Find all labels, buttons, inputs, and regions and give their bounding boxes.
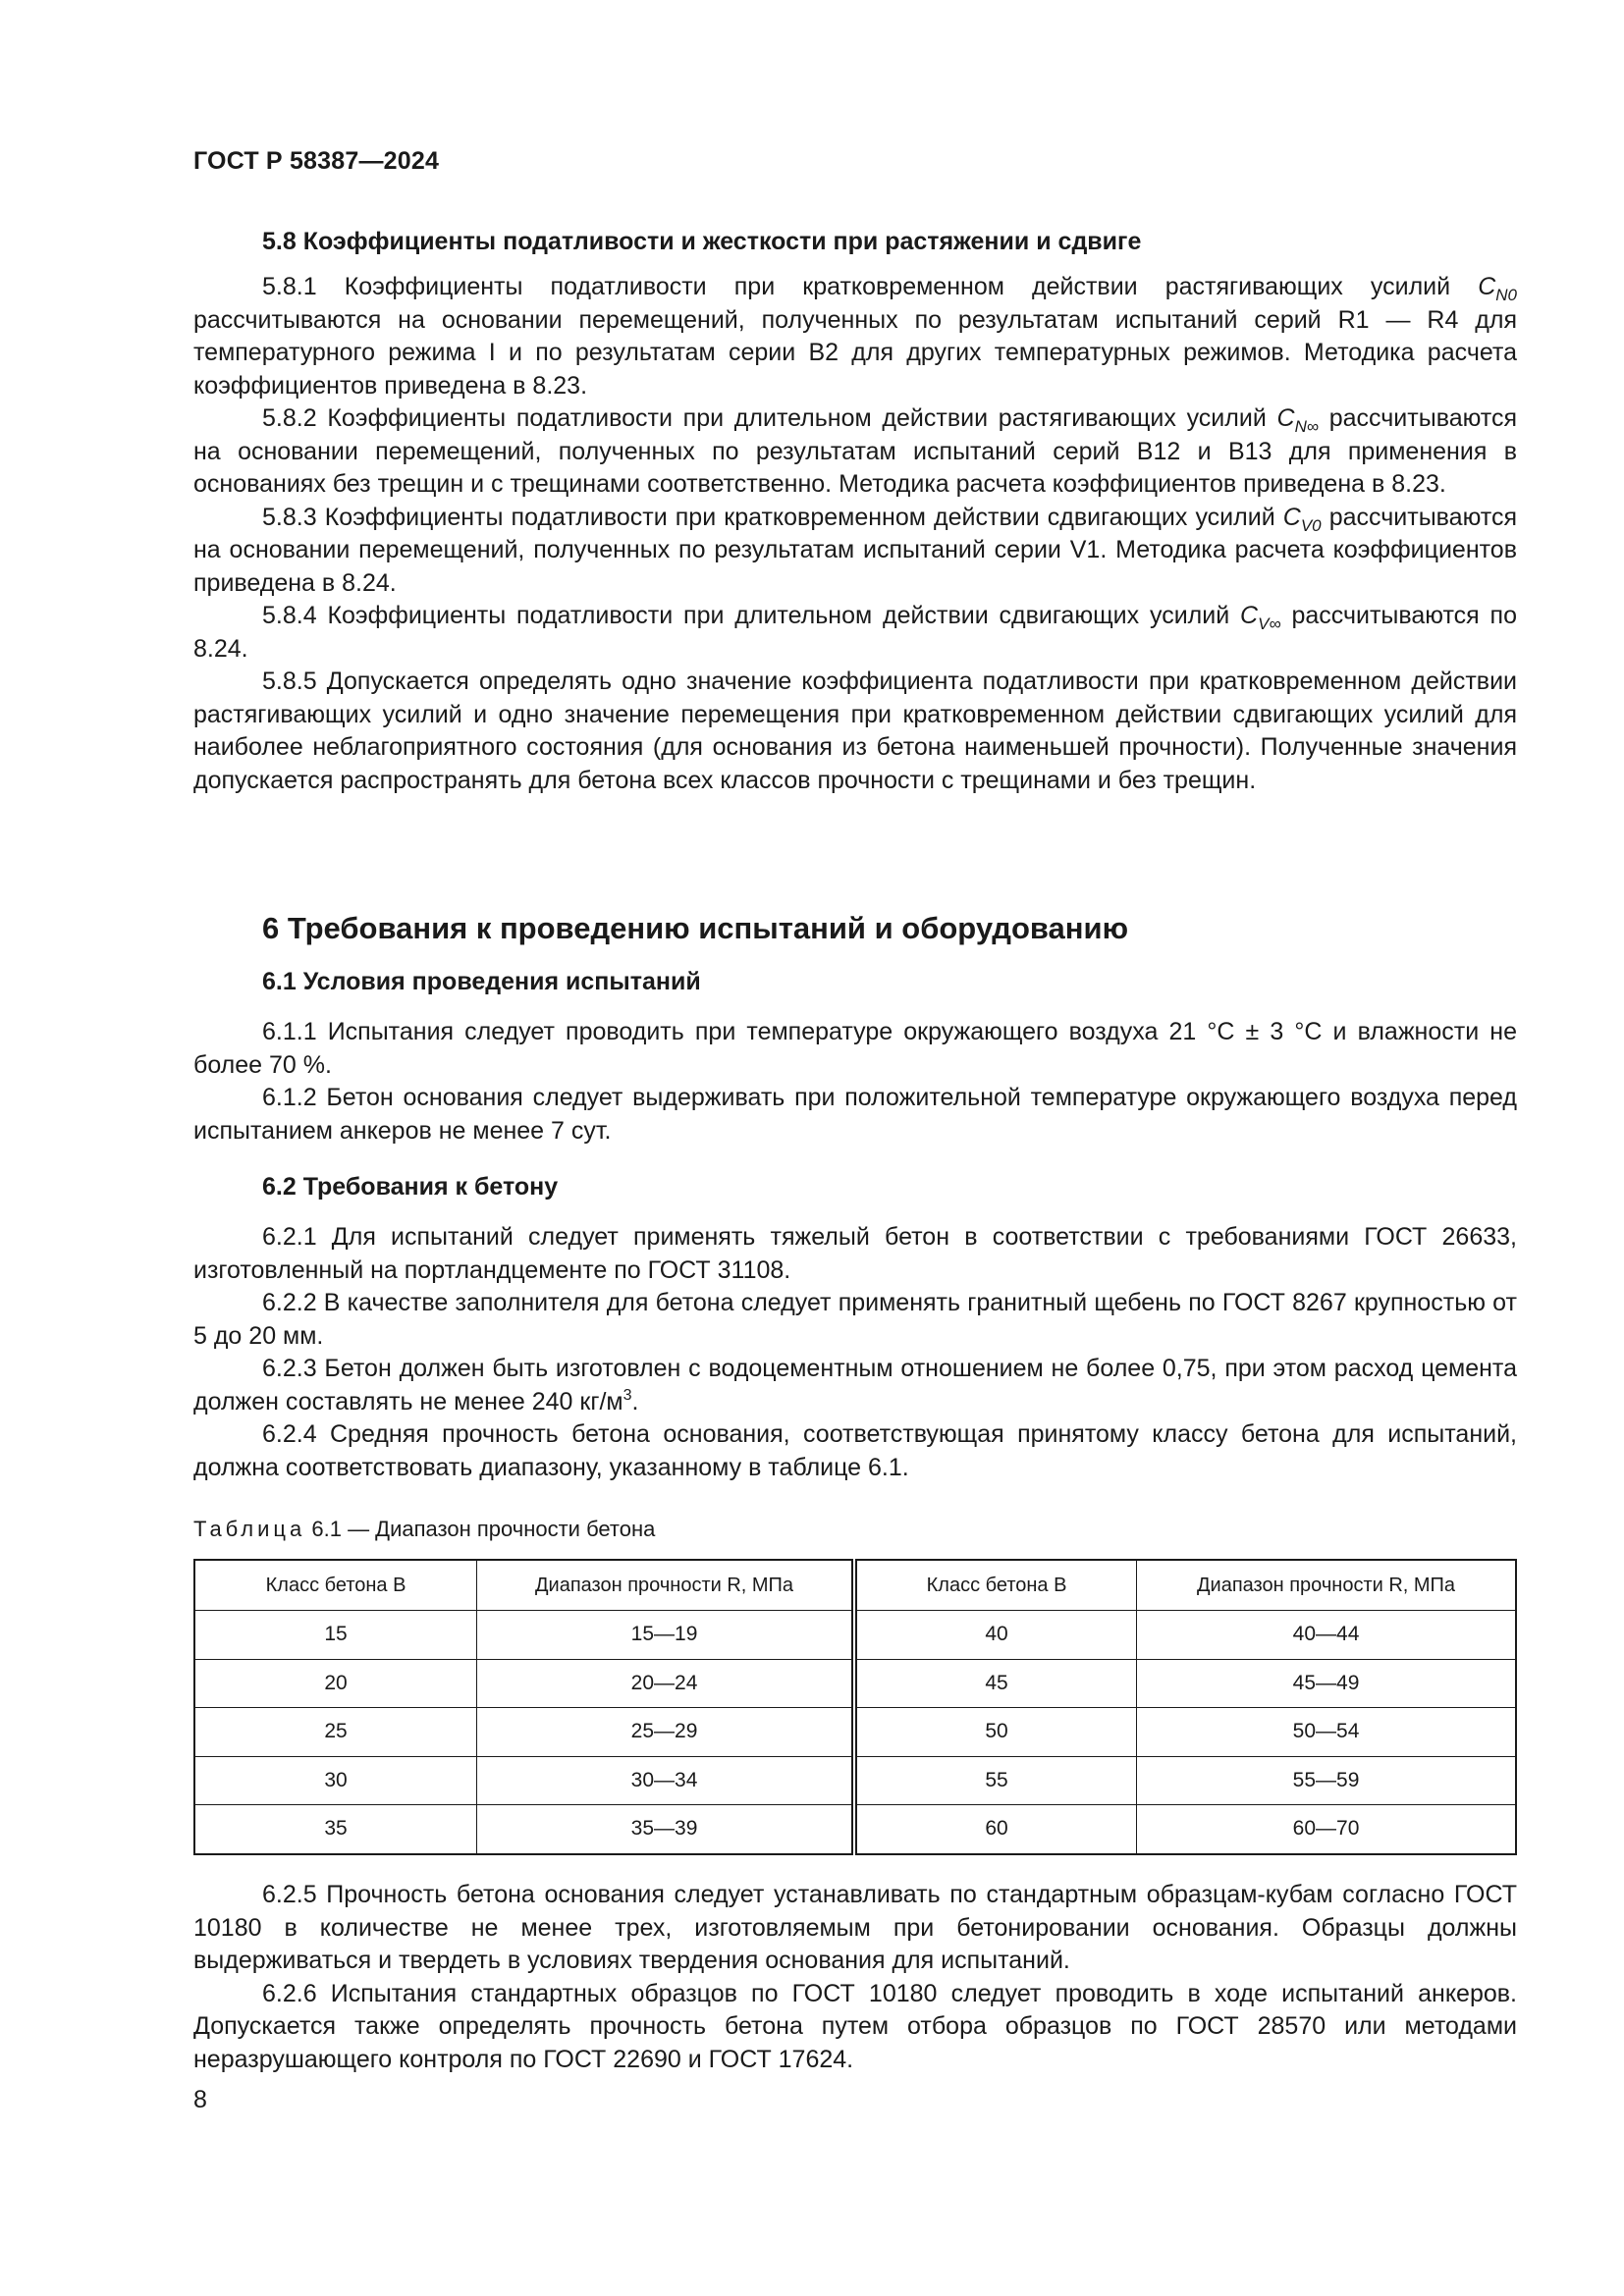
paragraph-6-2-2: 6.2.2 В качестве заполнителя для бетона следует применять гранитный щебень по ГОСТ 8267 крупностью от 5 до 20 мм. xyxy=(193,1289,1517,1350)
table-cell: 15—19 xyxy=(477,1611,854,1660)
section-6 xyxy=(193,911,1517,1484)
symbol-subscript: V∞ xyxy=(1258,614,1281,633)
table-cell: 50 xyxy=(854,1708,1137,1757)
table-cell: 20—24 xyxy=(477,1659,854,1708)
superscript: 3 xyxy=(623,1386,632,1404)
table-6-1 xyxy=(193,1559,1517,1855)
paragraph-5-8-5: 5.8.5 Допускается определять одно значение коэффициента податливости при кратковременном действии растягивающих усилий и одно значение перемещения при кратковременном действии сдвигающих усилий для наиболее неблагоприятного состояния (для основания из бетона наименьшей прочности). Полученные значения допускается распространять для бетона всех классов прочности с трещинами и без трещин. xyxy=(193,667,1517,794)
paragraph-text: 6.2.3 Бетон должен быть изготовлен с водоцементным отношением не более 0,75, при этом расход цемента должен составлять не менее 240 кг/м xyxy=(193,1355,1517,1415)
document-header: ГОСТ Р 58387—2024 xyxy=(193,147,440,175)
table-row xyxy=(194,1756,1516,1805)
paragraph-6-2-5: 6.2.5 Прочность бетона основания следует устанавливать по стандартным образцам-кубам согласно ГОСТ 10180 в количестве не менее трех, изготовляемым при бетонировании основания. Образцы должны выдерживаться и твердеть в условиях твердения основания для испытаний. xyxy=(193,1881,1517,1974)
table-cell: 25—29 xyxy=(477,1708,854,1757)
paragraph-text: 5.8.3 Коэффициенты податливости при кратковременном действии сдвигающих усилий xyxy=(262,503,1283,531)
section-title-6-2: 6.2 Требования к бетону xyxy=(262,1173,559,1201)
symbol-subscript: V0 xyxy=(1300,515,1322,535)
paragraph-6-2-1: 6.2.1 Для испытаний следует применять тяжелый бетон в соответствии с требованиями ГОСТ 26633, изготовленный на портландцементе по ГОСТ 31108. xyxy=(193,1223,1517,1284)
section-title-6: 6 Требования к проведению испытаний и оборудованию xyxy=(262,911,1129,945)
symbol-c: C xyxy=(1276,404,1295,432)
table-cell: 20 xyxy=(194,1659,477,1708)
paragraph-5-8-4 xyxy=(193,600,1517,666)
table-cell: 45—49 xyxy=(1137,1659,1516,1708)
table-cell: 45 xyxy=(854,1659,1137,1708)
symbol-c: C xyxy=(1282,503,1301,531)
section-title-6-1: 6.1 Условия проведения испытаний xyxy=(262,968,701,995)
table-header-cell: Диапазон прочности R, МПа xyxy=(1137,1560,1516,1611)
caption-text: 6.1 — Диапазон прочности бетона xyxy=(305,1517,656,1541)
section-title-5-8: 5.8 Коэффициенты податливости и жесткости при растяжении и сдвиге xyxy=(262,228,1142,255)
paragraph-text: 5.8.1 Коэффициенты податливости при кратковременном действии растягивающих усилий xyxy=(262,273,1479,300)
section-5-8 xyxy=(193,228,1517,797)
symbol-subscript: N0 xyxy=(1495,286,1517,304)
paragraph-text: рассчитываются на основании перемещений, полученных по результатам испытаний серий R1 — R4 для температурного режима I и по результатам серии B2 для других температурных режимов. Методика расчета коэффициентов приведена в 8.23. xyxy=(193,305,1517,400)
paragraph-6-2-6: 6.2.6 Испытания стандартных образцов по ГОСТ 10180 следует проводить в ходе испытаний анкеров. Допускается также определять прочность бетона путем отбора образцов по ГОСТ 28570 или методами неразрушающего контроля по ГОСТ 22690 и ГОСТ 17624. xyxy=(193,1979,1517,2073)
table-cell: 55—59 xyxy=(1137,1756,1516,1805)
table-cell: 30—34 xyxy=(477,1756,854,1805)
table-row xyxy=(194,1708,1516,1757)
caption-label: Таблица xyxy=(193,1517,306,1541)
paragraph-5-8-1 xyxy=(193,271,1517,402)
paragraph-6-1-1: 6.1.1 Испытания следует проводить при температуре окружающего воздуха 21 °С ± 3 °С и влажности не более 70 %. xyxy=(193,1018,1517,1079)
paragraph-5-8-3 xyxy=(193,502,1517,601)
table-cell: 40—44 xyxy=(1137,1611,1516,1660)
paragraph-6-2-3 xyxy=(193,1353,1517,1418)
paragraph-text: 5.8.4 Коэффициенты податливости при длительном действии сдвигающих усилий xyxy=(262,602,1241,629)
table-cell: 30 xyxy=(194,1756,477,1805)
table-cell: 35 xyxy=(194,1805,477,1854)
paragraph-text: рассчитываются по 8.24. xyxy=(193,602,1517,663)
table-cell: 55 xyxy=(854,1756,1137,1805)
paragraph-text: рассчитываются на основании перемещений, полученных по результатам испытаний серий B12 и B13 для применения в основаниях без трещин и с трещинами соответственно. Методика расчета коэффициентов приведена в 8.23. xyxy=(193,404,1518,498)
table-header-cell: Диапазон прочности R, МПа xyxy=(477,1560,854,1611)
table-6-1-wrapper xyxy=(193,1559,1517,1855)
section-6-2-continued xyxy=(193,1879,1517,2076)
symbol-subscript: N∞ xyxy=(1294,417,1320,436)
table-header-cell: Класс бетона В xyxy=(854,1560,1137,1611)
table-row xyxy=(194,1611,1516,1660)
table-header-row xyxy=(194,1560,1516,1611)
page-number: 8 xyxy=(193,2086,207,2113)
symbol-c: C xyxy=(1240,602,1259,629)
paragraph-text: рассчитываются на основании перемещений, полученных по результатам испытаний серии V1. Методика расчета коэффициентов приведена в 8.24. xyxy=(193,503,1517,597)
table-cell: 50—54 xyxy=(1137,1708,1516,1757)
table-cell: 15 xyxy=(194,1611,477,1660)
table-cell: 60 xyxy=(854,1805,1137,1854)
paragraph-text: 5.8.2 Коэффициенты податливости при длительном действии растягивающих усилий xyxy=(262,404,1277,432)
table-cell: 40 xyxy=(854,1611,1137,1660)
paragraph-6-1-2: 6.1.2 Бетон основания следует выдерживать при положительной температуре окружающего воздуха перед испытанием анкеров не менее 7 сут. xyxy=(193,1084,1517,1145)
paragraph-text: . xyxy=(631,1387,639,1415)
symbol-c: C xyxy=(1478,273,1496,300)
table-cell: 35—39 xyxy=(477,1805,854,1854)
paragraph-6-2-4: 6.2.4 Средняя прочность бетона основания, соответствующая принятому классу бетона для испытаний, должна соответствовать диапазону, указанному в таблице 6.1. xyxy=(193,1420,1517,1481)
table-row xyxy=(194,1805,1516,1854)
table-cell: 25 xyxy=(194,1708,477,1757)
table-cell: 60—70 xyxy=(1137,1805,1516,1854)
paragraph-5-8-2 xyxy=(193,402,1517,502)
table-header-cell: Класс бетона В xyxy=(194,1560,477,1611)
table-row xyxy=(194,1659,1516,1708)
table-caption xyxy=(193,1517,1517,1542)
